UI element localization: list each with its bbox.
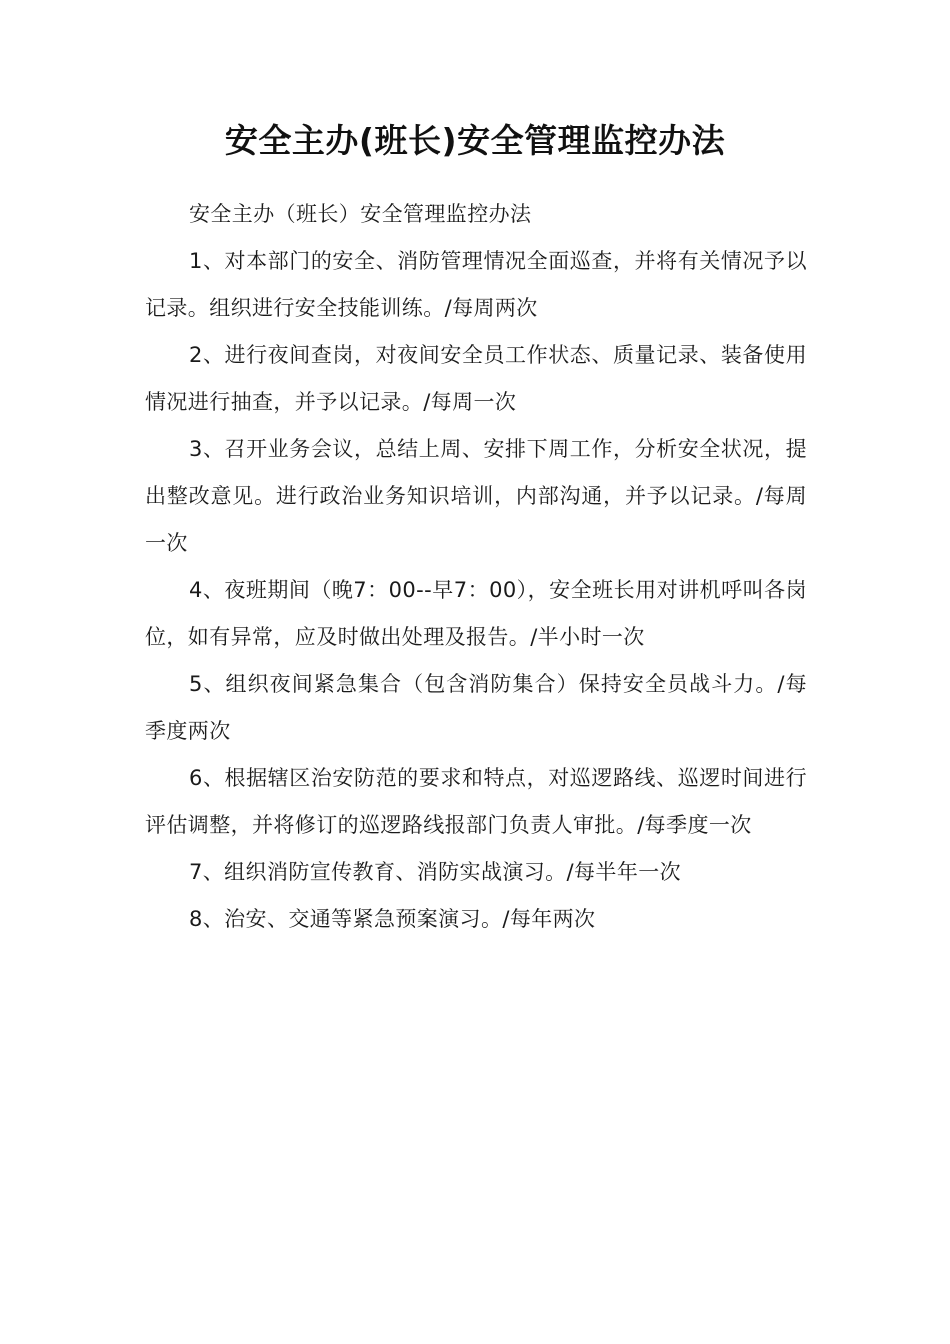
rule-item-7: 7、组织消防宣传教育、消防实战演习。/每半年一次 <box>189 860 682 884</box>
document-subtitle: 安全主办（班长）安全管理监控办法 <box>189 202 532 226</box>
document-title: 安全主办(班长)安全管理监控办法 <box>224 121 726 160</box>
rule-item-3: 3、召开业务会议，总结上周、安排下周工作，分析安全状况，提出整改意见。进行政治业务知识培训，内部沟通，并予以记录。/每周一次 <box>145 437 807 555</box>
rule-item-2: 2、进行夜间查岗，对夜间安全员工作状态、质量记录、装备使用情况进行抽查，并予以记录。/每周一次 <box>145 343 807 414</box>
rule-item-8: 8、治安、交通等紧急预案演习。/每年两次 <box>189 907 596 931</box>
rule-item-1: 1、对本部门的安全、消防管理情况全面巡查，并将有关情况予以记录。组织进行安全技能训练。/每周两次 <box>145 249 807 320</box>
document-body <box>145 191 807 943</box>
rule-item-6: 6、根据辖区治安防范的要求和特点，对巡逻路线、巡逻时间进行评估调整，并将修订的巡逻路线报部门负责人审批。/每季度一次 <box>145 766 807 837</box>
rule-item-5: 5、组织夜间紧急集合（包含消防集合）保持安全员战斗力。/每季度两次 <box>145 672 807 743</box>
rule-item-4: 4、夜班期间（晚7：00--早7：00），安全班长用对讲机呼叫各岗位，如有异常，应及时做出处理及报告。/半小时一次 <box>145 578 807 649</box>
